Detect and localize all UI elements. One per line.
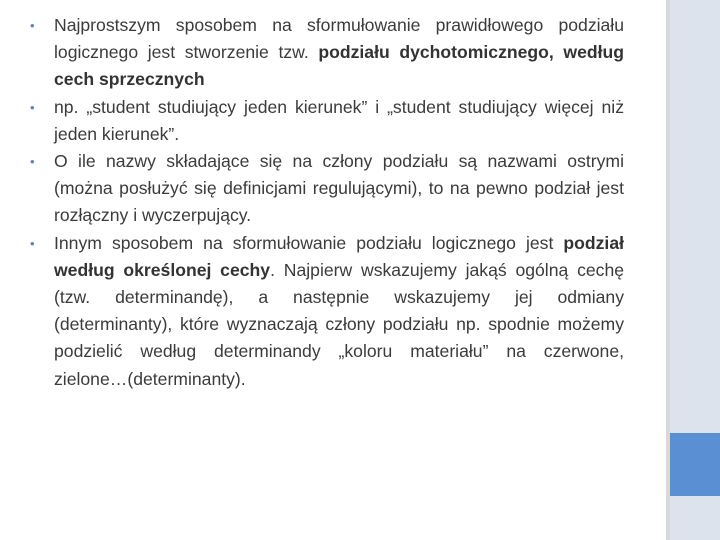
bullet-dot-icon: • <box>30 99 35 115</box>
bullet-text: . Najpierw wskazujemy jakąś ogólną cechę (tzw. determinandę), a następnie wskazujemy jej odmiany (determinanty), które wyznaczają człony podziału np. spodnie możemy podzielić według determinandy „koloru materiału” na czerwone, zielone…(determinanty). <box>54 259 625 389</box>
bullet-dot-icon: • <box>30 154 35 170</box>
sidebar-bottom-block <box>670 496 720 540</box>
decorative-sidebar <box>666 0 720 540</box>
slide-content <box>24 12 624 393</box>
bullet-item <box>24 94 624 148</box>
sidebar-accent-block <box>670 433 720 496</box>
bullet-list <box>24 12 624 393</box>
bullet-dot-icon: • <box>30 18 35 33</box>
bullet-text: O ile nazwy składające się na człony podziału są nazwami ostrymi (można posłużyć się definicjami regulującymi), to na pewno podział jest rozłączny i wyczerpujący. <box>54 151 624 226</box>
sidebar-light-block <box>670 0 720 433</box>
bullet-item <box>24 148 624 230</box>
bullet-item <box>24 230 624 393</box>
bullet-text-bold: podział według określonej cechy <box>54 232 624 280</box>
bullet-text: Najprostszym sposobem na sformułowanie prawidłowego podziału logicznego jest stworzenie tzw. <box>54 15 624 63</box>
bullet-text-bold: podziału dychotomicznego, według cech sprzecznych <box>54 42 624 90</box>
bullet-dot-icon: • <box>30 235 35 251</box>
bullet-text: np. „student studiujący jeden kierunek” i „student studiujący więcej niż jeden kierunek”. <box>54 96 624 144</box>
bullet-text: Innym sposobem na sformułowanie podziału logicznego jest <box>54 232 564 253</box>
bullet-item <box>24 12 624 94</box>
